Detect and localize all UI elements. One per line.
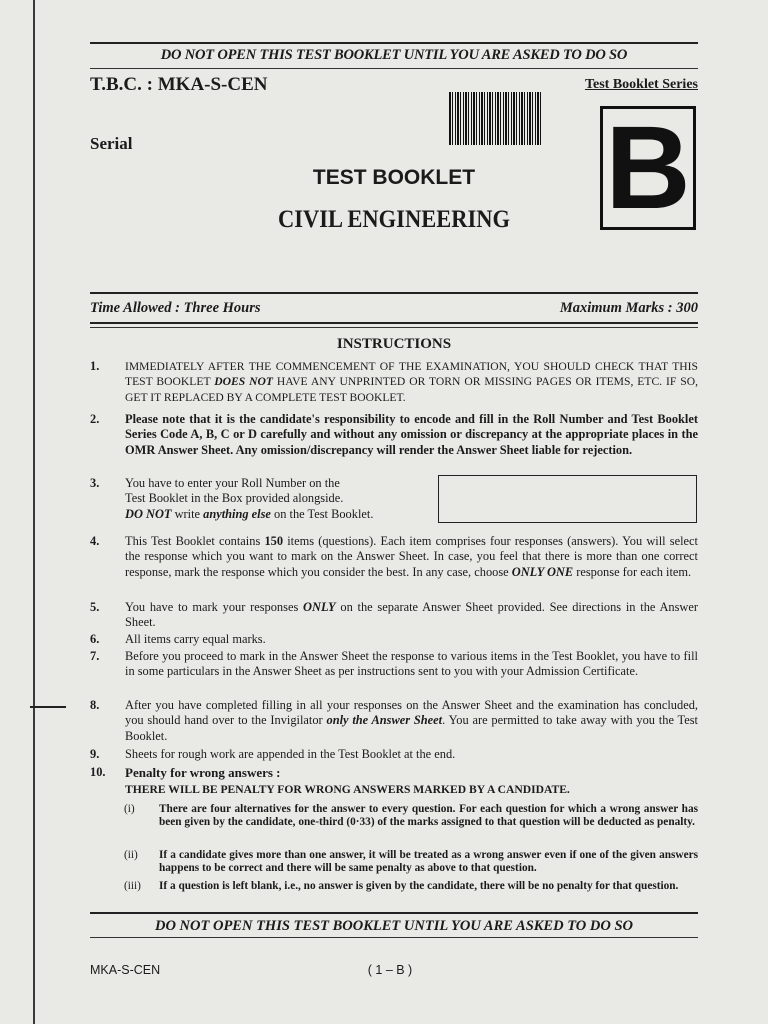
top-banner-rule [90, 68, 698, 69]
instruction-3: 3. You have to enter your Roll Number on the Test Booklet in the Box provided alongside. DO NOT write anything else on the Test Booklet. [90, 476, 374, 521]
instruction-2: 2. Please note that it is the candidate's responsibility to encode and fill in the Roll Number and Test Booklet Series Code A, B, C or D carefully and without any omission or discrepancy at the appropriate places in the OMR Answer Sheet. Any omission/discrepancy will render the Answer Sheet liable for rejection. [90, 412, 698, 457]
time-rule-bottom [90, 322, 698, 324]
serial-label: Serial [90, 134, 133, 153]
top-banner: DO NOT OPEN THIS TEST BOOKLET UNTIL YOU ARE ASKED TO DO SO [160, 47, 628, 63]
series-label: Test Booklet Series [584, 77, 698, 92]
instruction-7: 7. Before you proceed to mark in the Answer Sheet the response to various items in the Test Booklet, you have to fill in some particulars in the Answer Sheet as per instructions sent to you with your Admission Certificate. [90, 649, 698, 679]
series-letter: B [605, 102, 691, 234]
bottom-banner: DO NOT OPEN THIS TEST BOOKLET UNTIL YOU ARE ASKED TO DO SO [154, 918, 633, 934]
time-rule-thin [90, 327, 698, 328]
barcode-icon [449, 92, 541, 145]
tbc-code: T.B.C. : MKA-S-CEN [90, 74, 268, 95]
time-allowed: Time Allowed : Three Hours [90, 300, 261, 316]
bottom-rule [90, 937, 698, 938]
subject-title: CIVIL ENGINEERING [278, 206, 510, 233]
instruction-10: 10. Penalty for wrong answers : THERE WILL BE PENALTY FOR WRONG ANSWERS MARKED BY A CANDIDATE. [90, 765, 570, 797]
top-rule [90, 42, 698, 44]
roll-number-box[interactable] [438, 475, 697, 523]
instructions-heading: INSTRUCTIONS [336, 336, 452, 352]
instruction-6: 6. All items carry equal marks. [90, 632, 266, 646]
footer-code: MKA-S-CEN [90, 963, 161, 977]
bottom-rule-top [90, 912, 698, 914]
instruction-5: 5. You have to mark your responses ONLY on the separate Answer Sheet provided. See directions in the Answer Sheet. [90, 600, 699, 630]
footer-page-number: ( 1 – B ) [367, 963, 413, 977]
instruction-4: 4. This Test Booklet contains 150 items (questions). Each item comprises four responses (answers). You will select the response which you want to mark on the Answer Sheet. In case, you feel that there is more than one correct response, mark the response which you consider the best. In any case, choose ONLY ONE response for each item. [90, 534, 698, 579]
instruction-8: 8. After you have completed filling in all your responses on the Answer Sheet and the examination has concluded, you should hand over to the Invigilator only the Answer Sheet. You are permitted to take away with you the Test Booklet. [90, 698, 698, 743]
penalty-item: (ii) If a candidate gives more than one answer, it will be treated as a wrong answer even if one of the given answers happens to be correct and there will be same penalty as above to that question. [124, 849, 698, 874]
margin-mark [30, 706, 66, 708]
margin-line [33, 0, 35, 1024]
instruction-1: 1. IMMEDIATELY AFTER THE COMMENCEMENT OF THE EXAMINATION, YOU SHOULD CHECK THAT THIS TEST BOOKLET DOES NOT HAVE ANY UNPRINTED OR TORN OR MISSING PAGES OR ITEMS, ETC. IF SO, GET IT REPLACED BY A COMPLETE TEST BOOKLET. [90, 359, 698, 404]
time-rule-top [90, 292, 698, 294]
maximum-marks: Maximum Marks : 300 [559, 300, 698, 316]
instruction-9: 9. Sheets for rough work are appended in the Test Booklet at the end. [90, 747, 456, 761]
penalty-item: (i) There are four alternatives for the answer to every question. For each question for which a wrong answer has been given by the candidate, one-third (0·33) of the marks assigned to that question will be deducted as penalty. [124, 803, 698, 828]
penalty-item: (iii) If a question is left blank, i.e., no answer is given by the candidate, there will be no penalty for that question. [124, 880, 679, 892]
booklet-title: TEST BOOKLET [312, 166, 476, 189]
